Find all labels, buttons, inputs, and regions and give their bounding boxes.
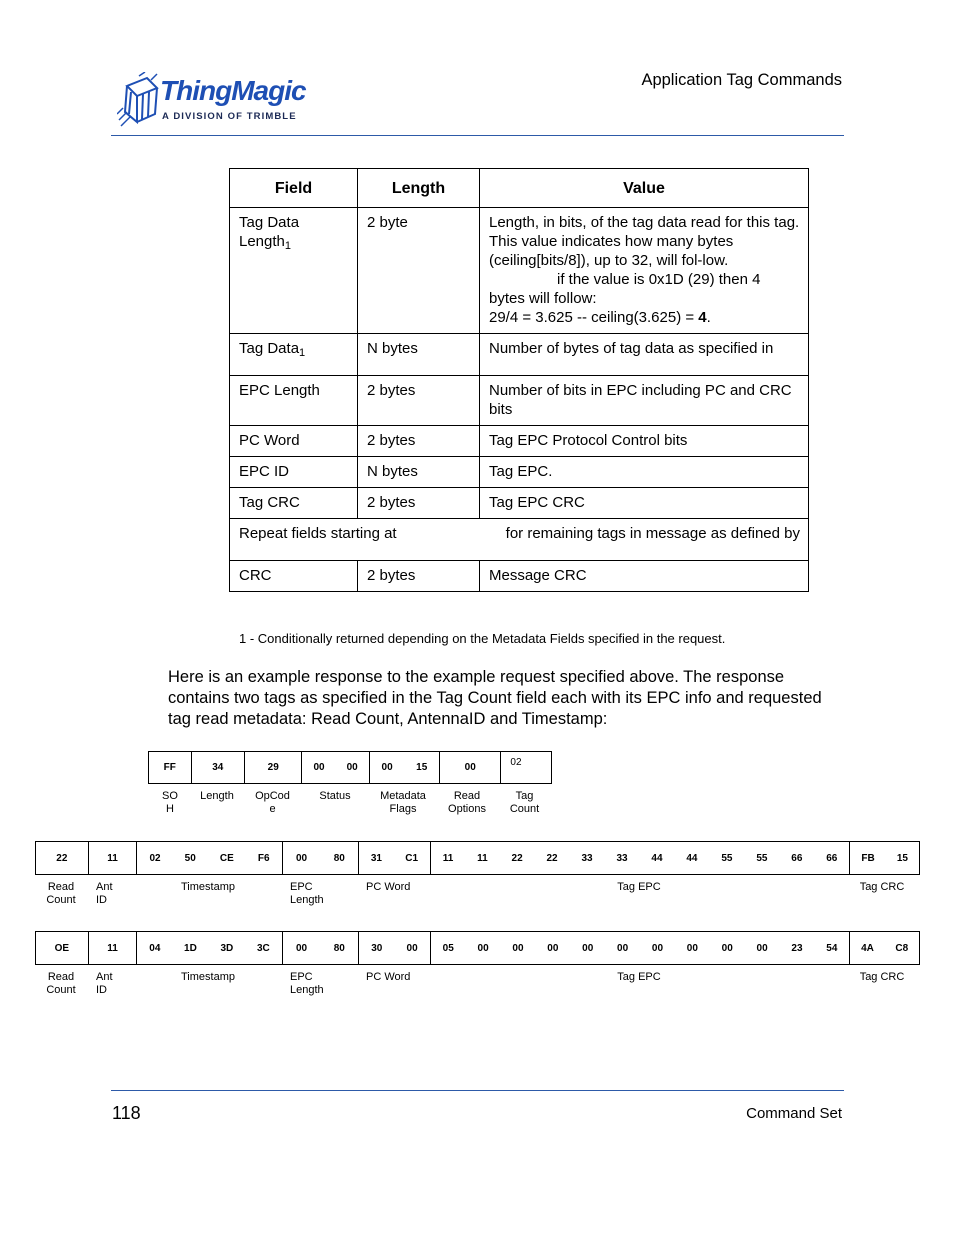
logo-wordmark: ThingMagic bbox=[160, 75, 306, 106]
tag-epc-group bbox=[431, 842, 851, 874]
byte-cell: 29 bbox=[267, 762, 279, 773]
byte-cell: 04 bbox=[149, 942, 161, 954]
byte-cell: 80 bbox=[333, 942, 345, 954]
byte-cell: 00 bbox=[547, 942, 559, 954]
soh-group bbox=[149, 752, 192, 783]
length-cell: 2 bytes bbox=[358, 488, 480, 519]
byte-cell: 00 bbox=[295, 942, 308, 954]
field-cell: EPC ID bbox=[230, 457, 358, 488]
tag-epc-group bbox=[431, 932, 851, 964]
column-header-field: Field bbox=[230, 169, 358, 208]
table-row bbox=[230, 561, 809, 592]
byte-cell: 00 bbox=[313, 762, 325, 773]
byte-cell: C1 bbox=[405, 852, 419, 864]
byte-cell: 11 bbox=[477, 852, 488, 864]
ant-id-group bbox=[89, 842, 138, 874]
byte-cell: 55 bbox=[721, 852, 733, 864]
label-pc-word: PC Word bbox=[366, 881, 411, 893]
byte-cell: 33 bbox=[616, 852, 628, 864]
byte-cell: 00 bbox=[512, 942, 524, 954]
value-cell: Number of bits in EPC including PC and CRC bits bbox=[480, 376, 809, 426]
byte-cell: 44 bbox=[686, 852, 698, 864]
length-cell: 2 bytes bbox=[358, 426, 480, 457]
epc-length-group bbox=[283, 932, 360, 964]
byte-cell: 22 bbox=[511, 852, 523, 864]
label-status: Status bbox=[319, 790, 351, 802]
byte-cell: 1D bbox=[184, 942, 197, 954]
byte-cell: 66 bbox=[826, 852, 838, 864]
length-cell: 2 byte bbox=[358, 208, 480, 334]
byte-cell: 31 bbox=[370, 852, 382, 864]
running-header: Application Tag Commands bbox=[641, 71, 842, 89]
byte-cell: C8 bbox=[895, 942, 909, 954]
label-read-options: Read Options bbox=[448, 790, 486, 815]
table-row bbox=[230, 457, 809, 488]
byte-cell: 00 bbox=[295, 852, 308, 864]
read-count-group bbox=[36, 932, 89, 964]
timestamp-group bbox=[137, 932, 282, 964]
column-header-value: Value bbox=[480, 169, 809, 208]
length-group bbox=[192, 752, 245, 783]
pc-word-group bbox=[359, 842, 431, 874]
label-opcode: OpCod e bbox=[255, 790, 290, 815]
read-count-group bbox=[36, 842, 89, 874]
table-row bbox=[230, 426, 809, 457]
field-cell: Tag Data Length$_1$ bbox=[230, 208, 358, 334]
value-cell: Tag EPC CRC bbox=[480, 488, 809, 519]
byte-cell: 00 bbox=[381, 762, 393, 773]
response-header-bytes bbox=[148, 751, 552, 784]
byte-cell: FF bbox=[163, 762, 176, 773]
pc-word-group bbox=[359, 932, 431, 964]
footnote-marker: 1 bbox=[299, 347, 306, 359]
byte-cell: 33 bbox=[581, 852, 593, 864]
byte-cell: 3C bbox=[256, 942, 270, 954]
byte-cell: 00 bbox=[721, 942, 733, 954]
metadata-flags-group bbox=[370, 752, 440, 783]
tag-2-bytes bbox=[35, 931, 920, 965]
response-fields-table bbox=[229, 168, 809, 592]
label-soh: SO H bbox=[162, 790, 178, 815]
byte-cell: 44 bbox=[651, 852, 663, 864]
byte-cell: 30 bbox=[371, 942, 383, 954]
byte-cell: 66 bbox=[791, 852, 803, 864]
table-row bbox=[230, 519, 809, 561]
byte-cell: 00 bbox=[346, 762, 358, 773]
logo-subtext: A DIVISION OF TRIMBLE bbox=[162, 111, 297, 122]
label-ant-id: Ant ID bbox=[96, 881, 113, 906]
label-read-count: Read Count bbox=[46, 881, 76, 906]
byte-cell: 4A bbox=[861, 942, 874, 954]
byte-cell: 05 bbox=[442, 942, 454, 954]
byte-cell: 15 bbox=[416, 762, 428, 773]
label-length: Length bbox=[200, 790, 234, 802]
read-options-group bbox=[440, 752, 501, 783]
byte-cell: OE bbox=[54, 942, 70, 954]
label-tag-crc: Tag CRC bbox=[859, 971, 905, 983]
footer-section: Command Set bbox=[746, 1105, 842, 1122]
label-ant-id: Ant ID bbox=[96, 971, 113, 996]
value-cell: Tag EPC Protocol Control bits bbox=[480, 426, 809, 457]
thingmagic-logo-icon bbox=[117, 72, 161, 130]
field-cell: Tag Data$_1$ bbox=[230, 334, 358, 376]
value-cell: Number of bytes of tag data as specified in bbox=[480, 334, 809, 376]
byte-cell: 11 bbox=[442, 852, 454, 864]
label-tag-count: Tag Count bbox=[509, 790, 540, 815]
length-cell: N bytes bbox=[358, 334, 480, 376]
table-footnote: 1 - Conditionally returned depending on the Metadata Fields specified in the request. bbox=[239, 631, 726, 646]
byte-cell: 34 bbox=[212, 762, 224, 773]
byte-cell: 55 bbox=[756, 852, 768, 864]
byte-cell: 00 bbox=[406, 942, 418, 954]
table-header-row bbox=[230, 169, 809, 208]
table-row bbox=[230, 488, 809, 519]
byte-cell: 11 bbox=[107, 942, 118, 954]
length-cell: N bytes bbox=[358, 457, 480, 488]
length-cell: 2 bytes bbox=[358, 376, 480, 426]
tag-crc-group bbox=[850, 842, 919, 874]
byte-cell: CE bbox=[219, 852, 234, 864]
byte-cell: 00 bbox=[756, 942, 768, 954]
byte-cell: 00 bbox=[464, 762, 476, 773]
byte-cell: 22 bbox=[546, 852, 558, 864]
byte-cell: 50 bbox=[184, 852, 196, 864]
label-timestamp: Timestamp bbox=[181, 971, 235, 983]
epc-length-group bbox=[283, 842, 360, 874]
table-row bbox=[230, 208, 809, 334]
field-cell: EPC Length bbox=[230, 376, 358, 426]
byte-cell: 23 bbox=[791, 942, 803, 954]
byte-cell: F6 bbox=[257, 852, 270, 864]
byte-cell: 3D bbox=[220, 942, 234, 954]
timestamp-group bbox=[137, 842, 282, 874]
byte-cell: 11 bbox=[107, 852, 118, 864]
byte-cell: 02 bbox=[149, 852, 161, 864]
label-timestamp: Timestamp bbox=[181, 881, 235, 893]
byte-cell: 00 bbox=[651, 942, 664, 954]
status-group bbox=[302, 752, 369, 783]
label-tag-epc: Tag EPC bbox=[617, 881, 661, 893]
value-cell: Message CRC bbox=[480, 561, 809, 592]
label-epc-length: EPC Length bbox=[290, 971, 324, 996]
footer-rule bbox=[111, 1090, 844, 1091]
byte-cell: 22 bbox=[56, 852, 68, 864]
byte-cell: 80 bbox=[333, 852, 345, 864]
tag-1-bytes bbox=[35, 841, 920, 875]
byte-cell: 00 bbox=[477, 942, 489, 954]
label-read-count: Read Count bbox=[46, 971, 76, 996]
byte-cell: 15 bbox=[896, 852, 908, 864]
byte-cell: FB bbox=[861, 852, 875, 864]
column-header-length: Length bbox=[358, 169, 480, 208]
opcode-group bbox=[245, 752, 302, 783]
page-number: 118 bbox=[112, 1103, 141, 1123]
byte-cell: 54 bbox=[826, 942, 838, 954]
label-tag-crc: Tag CRC bbox=[859, 881, 905, 893]
body-paragraph: Here is an example response to the example request specified above. The response contains two tags as specified in the Tag Count field each with its EPC info and requested tag read metadata: Read Count, AntennaID and Timestamp: bbox=[168, 668, 822, 728]
merged-cell: Repeat fields starting at for remaining tags in message as defined by bbox=[230, 519, 809, 561]
tag-crc-group bbox=[850, 932, 919, 964]
field-cell: PC Word bbox=[230, 426, 358, 457]
ant-id-group bbox=[89, 932, 138, 964]
label-tag-epc: Tag EPC bbox=[617, 971, 661, 983]
label-pc-word: PC Word bbox=[366, 971, 411, 983]
field-cell: CRC bbox=[230, 561, 358, 592]
byte-cell: 00 bbox=[617, 942, 629, 954]
byte-cell: 00 bbox=[582, 942, 594, 954]
table-row bbox=[230, 334, 809, 376]
value-cell: Length, in bits, of the tag data read for this tag. This value indicates how many bytes (ceiling[bits/8]), up to 32, will fol-low. if the value is 0x1D (29) then 4 bytes will follow: 29/4 = 3.625 -- ceiling(3.625) = 4. bbox=[480, 208, 809, 334]
header-rule bbox=[111, 135, 844, 136]
tag-count-group bbox=[501, 752, 551, 783]
byte-cell: 00 bbox=[686, 942, 698, 954]
length-cell: 2 bytes bbox=[358, 561, 480, 592]
table-row bbox=[230, 376, 809, 426]
label-metadata-flags: Metadata Flags bbox=[380, 790, 426, 815]
byte-cell: 02 bbox=[510, 757, 522, 768]
footnote-marker: 1 bbox=[284, 240, 292, 252]
label-epc-length: EPC Length bbox=[290, 881, 324, 906]
field-cell: Tag CRC bbox=[230, 488, 358, 519]
value-cell: Tag EPC. bbox=[480, 457, 809, 488]
